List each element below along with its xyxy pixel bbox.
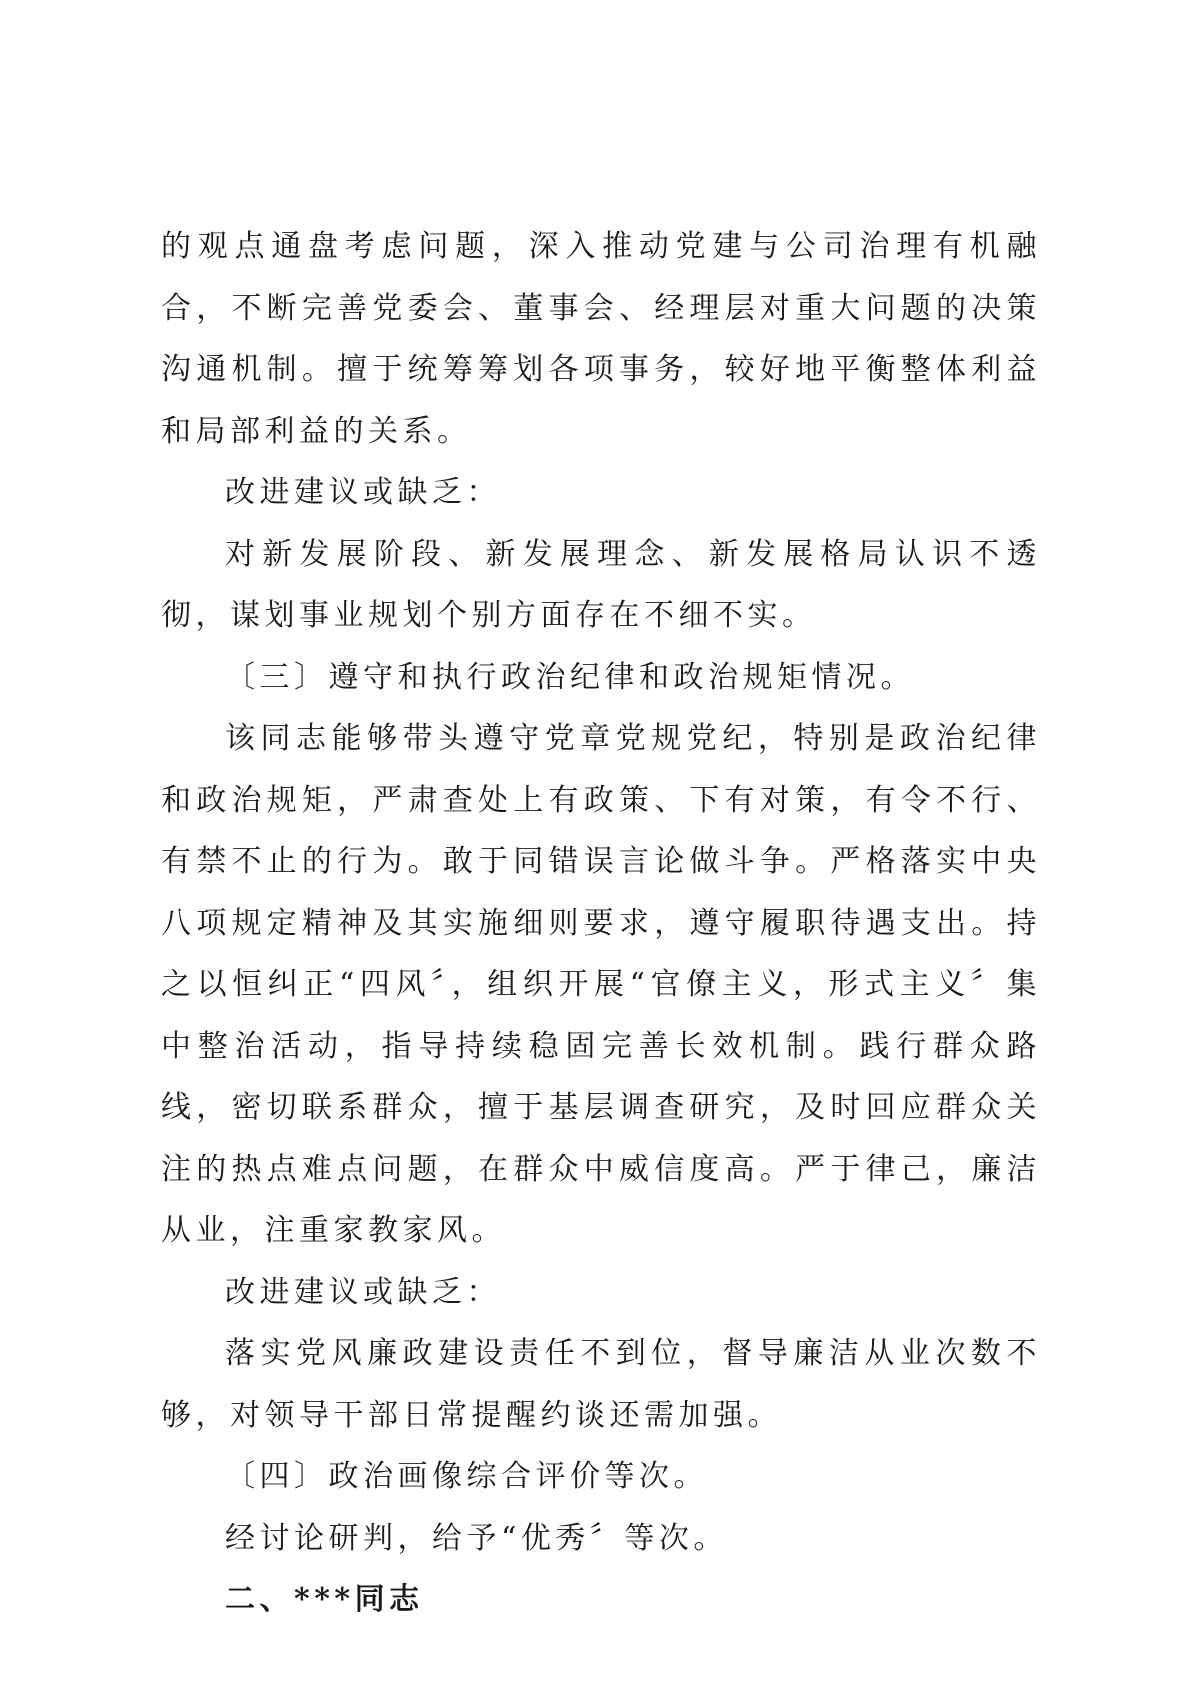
section-four-body: 经讨论研判，给予“优秀〞等次。 xyxy=(225,1520,728,1556)
improvement-heading-2: 改进建议或缺乏： xyxy=(225,1274,501,1310)
improvement-text-2: 落实党风廉政建设责任不到位，督导廉洁从业次数不够，对领导干部日常提醒约谈还需加强。 xyxy=(161,1336,1041,1433)
document-body xyxy=(161,216,1041,1631)
paragraph-continuation: 的观点通盘考虑问题，深入推动党建与公司治理有机融合，不断完善党委会、董事会、经理层对重大问题的决策沟通机制。擅于统筹筹划各项事务，较好地平衡整体利益和局部利益的关系。 xyxy=(161,229,1041,449)
section-three-heading: 〔三〕遵守和执行政治纪律和政治规矩情况。 xyxy=(225,659,915,695)
improvement-text-1: 对新发展阶段、新发展理念、新发展格局认识不透彻，谋划事业规划个别方面存在不细不实。 xyxy=(161,536,1041,633)
part-two-heading: 二、***同志 xyxy=(225,1582,424,1617)
section-four-heading: 〔四〕政治画像综合评价等次。 xyxy=(225,1459,708,1494)
section-three-body: 该同志能够带头遵守党章党规党纪，特别是政治纪律和政治规矩，严肃查处上有政策、下有对策，有令不行、有禁不止的行为。敢于同错误言论做斗争。严格落实中央八项规定精神及其实施细则要求，遵守履职待遇支出。持之以恒纠正“四风〞，组织开展“官僚主义，形式主义〞集中整治活动，指导持续稳固完善长效机制。践行群众路线，密切联系群众，擅于基层调查研究，及时回应群众关注的热点难点问题，在群众中威信度高。严于律己，廉洁从业，注重家教家风。 xyxy=(161,721,1041,1248)
improvement-heading-1: 改进建议或缺乏： xyxy=(225,475,501,510)
